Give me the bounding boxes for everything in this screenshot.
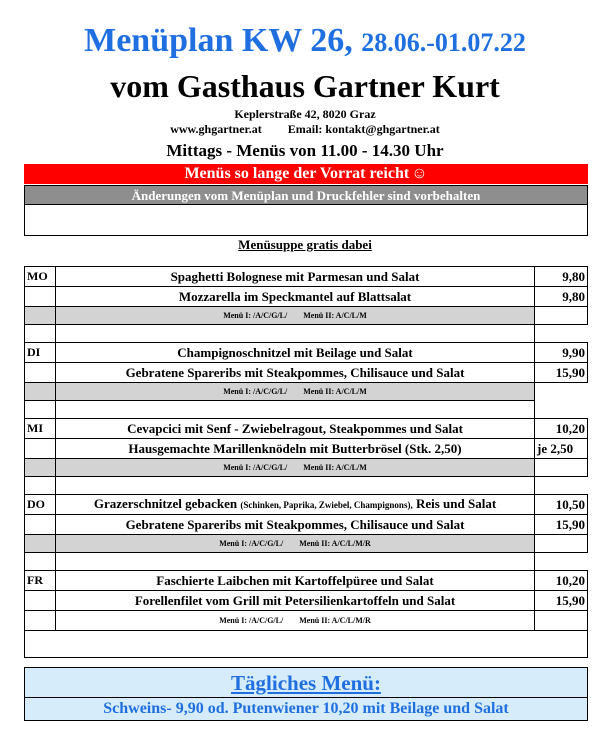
day-cell-empty <box>25 611 56 631</box>
menu-2-dish: Gebratene Spareribs mit Steakpommes, Chilisauce und Salat <box>56 363 535 383</box>
allergen-menu-2: Menü II: A/C/L/M/R <box>299 616 371 625</box>
menu-2-dish: Forellenfilet vom Grill mit Petersilienkartoffeln und Salat <box>56 591 535 611</box>
day-cell-empty <box>25 383 56 401</box>
day-cell-empty <box>25 535 56 553</box>
day-cell-empty <box>25 459 56 477</box>
allergen-menu-2: Menü II: A/C/L/M <box>303 387 367 396</box>
allergen-menu-2: Menü II: A/C/L/M/R <box>299 539 371 548</box>
allergen-menu-1: Menü I: /A/C/G/L/ <box>223 463 288 472</box>
table-row <box>25 515 588 535</box>
menu-2-price: 15,90 <box>535 515 588 535</box>
allergen-row <box>25 611 588 631</box>
daily-menu-text: Schweins- 9,90 od. Putenwiener 10,20 mit Beilage und Salat <box>103 700 509 717</box>
table-row <box>25 419 588 439</box>
allergen-info <box>56 459 535 477</box>
menu-1-dish: Spaghetti Bolognese mit Parmesan und Salat <box>56 267 535 287</box>
daily-menu-box <box>24 667 588 721</box>
menu-2-dish: Mozzarella im Speckmantel auf Blattsalat <box>56 287 535 307</box>
menu-table <box>24 266 588 658</box>
day-label: MO <box>25 267 56 287</box>
menu-1-dish: Faschierte Laibchen mit Kartoffelpüree und Salat <box>56 571 535 591</box>
allergen-menu-2: Menü II: A/C/L/M <box>303 311 367 320</box>
daily-menu-title-text: Tägliches Menü: <box>231 671 381 695</box>
smiley-icon: ☺ <box>411 165 428 182</box>
table-row <box>25 591 588 611</box>
allergen-info <box>56 307 535 325</box>
table-row <box>25 571 588 591</box>
menu-2-dish: Gebratene Spareribs mit Steakpommes, Chilisauce und Salat <box>56 515 535 535</box>
spacer-row <box>25 401 588 419</box>
price-cell-empty <box>535 535 588 553</box>
table-row <box>25 287 588 307</box>
menu-2-price: je 2,50 <box>535 439 588 459</box>
day-label: DI <box>25 343 56 363</box>
daily-menu-title <box>25 670 587 696</box>
menu-1-dish-side: Reis und Salat <box>415 496 497 511</box>
lunch-hours: Mittags - Menüs von 11.00 - 14.30 Uhr <box>166 141 444 160</box>
allergen-menu-1: Menü I: /A/C/G/L/ <box>219 616 284 625</box>
price-cell-empty <box>535 459 588 477</box>
table-row <box>25 267 588 287</box>
spacer-row <box>25 325 588 343</box>
menu-2-dish: Hausgemachte Marillenknödeln mit Butterbrösel (Stk. 2,50) <box>56 439 535 459</box>
allergen-row <box>25 459 588 477</box>
menu-2-price: 15,90 <box>535 591 588 611</box>
supply-notice <box>24 164 588 184</box>
allergen-row <box>25 307 588 325</box>
menu-2-price: 9,80 <box>535 287 588 307</box>
day-cell-empty <box>25 439 56 459</box>
contact-line <box>0 122 610 137</box>
website-link[interactable]: www.ghgartner.at <box>170 122 262 136</box>
menu-1-price: 10,20 <box>535 419 588 439</box>
price-cell-empty <box>535 383 588 401</box>
price-cell-empty <box>535 611 588 631</box>
divider <box>25 697 587 698</box>
menu-1-price: 9,90 <box>535 343 588 363</box>
title-text: Menüplan KW 26, <box>84 22 353 59</box>
email-link[interactable]: Email: kontakt@ghgartner.at <box>287 122 440 136</box>
soup-note <box>0 236 610 254</box>
table-row <box>25 439 588 459</box>
menu-1-dish: Champignoschnitzel mit Beilage und Salat <box>56 343 535 363</box>
table-row <box>25 343 588 363</box>
day-cell-empty <box>25 363 56 383</box>
menu-2-price: 15,90 <box>535 363 588 383</box>
allergen-info <box>56 383 535 401</box>
menu-1-dish-note: (Schinken, Paprika, Zwiebel, Champignons), <box>240 500 413 510</box>
allergen-menu-1: Menü I: /A/C/G/L/ <box>223 387 288 396</box>
restaurant-name: vom Gasthaus Gartner Kurt <box>110 68 500 104</box>
menu-1-dish: Cevapcici mit Senf - Zwiebelragout, Steakpommes und Salat <box>56 419 535 439</box>
allergen-info <box>56 535 535 553</box>
day-cell-empty <box>25 591 56 611</box>
empty-box <box>24 205 588 236</box>
day-label: MI <box>25 419 56 439</box>
price-cell-empty <box>535 307 588 325</box>
week-dates: 28.06.-01.07.22 <box>361 28 526 57</box>
address: Keplerstraße 42, 8020 Graz <box>234 107 376 121</box>
allergen-menu-2: Menü II: A/C/L/M <box>303 463 367 472</box>
supply-notice-text: Menüs so lange der Vorrat reicht <box>184 165 410 182</box>
allergen-row <box>25 383 588 401</box>
menu-1-dish-main: Grazerschnitzel gebacken <box>93 496 238 511</box>
soup-note-text: Menüsuppe gratis dabei <box>238 237 372 252</box>
spacer-row <box>25 631 588 658</box>
allergen-menu-1: Menü I: /A/C/G/L/ <box>223 311 288 320</box>
menu-1-price: 10,50 <box>535 495 588 515</box>
menu-1-price: 9,80 <box>535 267 588 287</box>
day-cell-empty <box>25 307 56 325</box>
menu-1-dish <box>56 495 535 515</box>
day-label: DO <box>25 495 56 515</box>
page-title <box>0 20 610 64</box>
changes-notice: Änderungen vom Menüplan und Druckfehler sind vorbehalten <box>24 185 588 205</box>
allergen-menu-1: Menü I: /A/C/G/L/ <box>219 539 284 548</box>
table-row <box>25 363 588 383</box>
day-cell-empty <box>25 515 56 535</box>
allergen-info <box>56 611 535 631</box>
allergen-row <box>25 535 588 553</box>
table-row <box>25 495 588 515</box>
day-cell-empty <box>25 287 56 307</box>
spacer-row <box>25 553 588 571</box>
menu-1-price: 10,20 <box>535 571 588 591</box>
spacer-row <box>25 477 588 495</box>
day-label: FR <box>25 571 56 591</box>
